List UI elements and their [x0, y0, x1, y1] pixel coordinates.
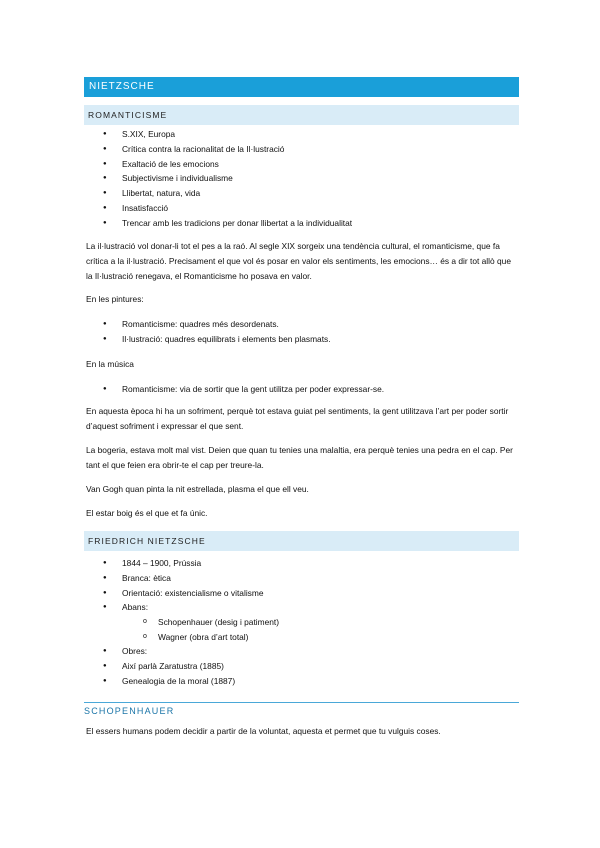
paragraph: En aquesta època hi ha un sofriment, perquè tot estava guiat pel sentiments, la gent utilitzava l’art per poder sortir d’aquest sofriment i expressar el que sent. — [86, 406, 509, 431]
paragraph: El estar boig és el que et fa únic. — [86, 508, 208, 518]
section-heading-friedrich-nietzsche: FRIEDRICH NIETZSCHE — [84, 531, 519, 551]
musica-bullets — [86, 382, 384, 397]
paragraph: La bogeria, estava molt mal vist. Deien que quan tu tenies una malaltia, era perquè tenies una pedra en el cap. Per tant el que feien era obrir-te el cap per treure-la. — [86, 445, 513, 470]
section-heading-schopenhauer: SCHOPENHAUER — [84, 706, 175, 716]
list-item: ● Trencar amb les tradicions per donar llibertat a la individualitat — [86, 216, 352, 231]
list-item: ● Orientació: existencialisme o vitalisme — [86, 586, 264, 601]
section-heading-romanticisme: ROMANTICISME — [84, 105, 519, 125]
pintures-bullets — [86, 317, 331, 347]
paragraph: El essers humans podem decidir a partir de la voluntat, aquesta et permet que tu vulguis coses. — [86, 726, 441, 736]
abans-sublist — [86, 615, 279, 645]
list-item: ● Romanticisme: quadres més desordenats. — [86, 317, 331, 332]
friedrich-bullets-top — [86, 556, 264, 615]
list-item: ● Genealogia de la moral (1887) — [86, 674, 235, 689]
friedrich-bullets-bottom — [86, 644, 235, 688]
main-title: NIETZSCHE — [84, 77, 519, 97]
pintures-label: En les pintures: — [86, 294, 144, 304]
list-item: ● Branca: ètica — [86, 571, 264, 586]
paragraph: La il·lustració vol donar-li tot el pes a la raó. Al segle XIX sorgeix una tendència cultural, el romanticisme, que fa crítica a la il·lustració. Precisament el que vol és posar en valor els sentiments, les emocions… és a dir tot allò que la Il·lustració renegava, el Romanticisme ho posava en valor. — [86, 241, 511, 281]
paragraph: Van Gogh quan pinta la nit estrellada, plasma el que ell veu. — [86, 484, 309, 494]
list-item: o Wagner (obra d’art total) — [86, 630, 279, 645]
list-item: ● Obres: — [86, 644, 235, 659]
list-item: ● Llibertat, natura, vida — [86, 186, 352, 201]
list-item: ● Il·lustració: quadres equilibrats i elements ben plasmats. — [86, 332, 331, 347]
list-item: ● Romanticisme: via de sortir que la gent utilitza per poder expressar-se. — [86, 382, 384, 397]
list-item: ● Exaltació de les emocions — [86, 157, 352, 172]
list-item: ● Crítica contra la racionalitat de la Il·lustració — [86, 142, 352, 157]
section-divider — [84, 702, 519, 703]
list-item: ● 1844 – 1900, Prússia — [86, 556, 264, 571]
musica-label: En la música — [86, 359, 134, 369]
list-item: ● Abans: — [86, 600, 264, 615]
list-item: ● S.XIX, Europa — [86, 127, 352, 142]
list-item: ● Així parlà Zaratustra (1885) — [86, 659, 235, 674]
list-item: o Schopenhauer (desig i patiment) — [86, 615, 279, 630]
list-item: ● Subjectivisme i individualisme — [86, 171, 352, 186]
romanticisme-bullets — [86, 127, 352, 231]
list-item: ● Insatisfacció — [86, 201, 352, 216]
